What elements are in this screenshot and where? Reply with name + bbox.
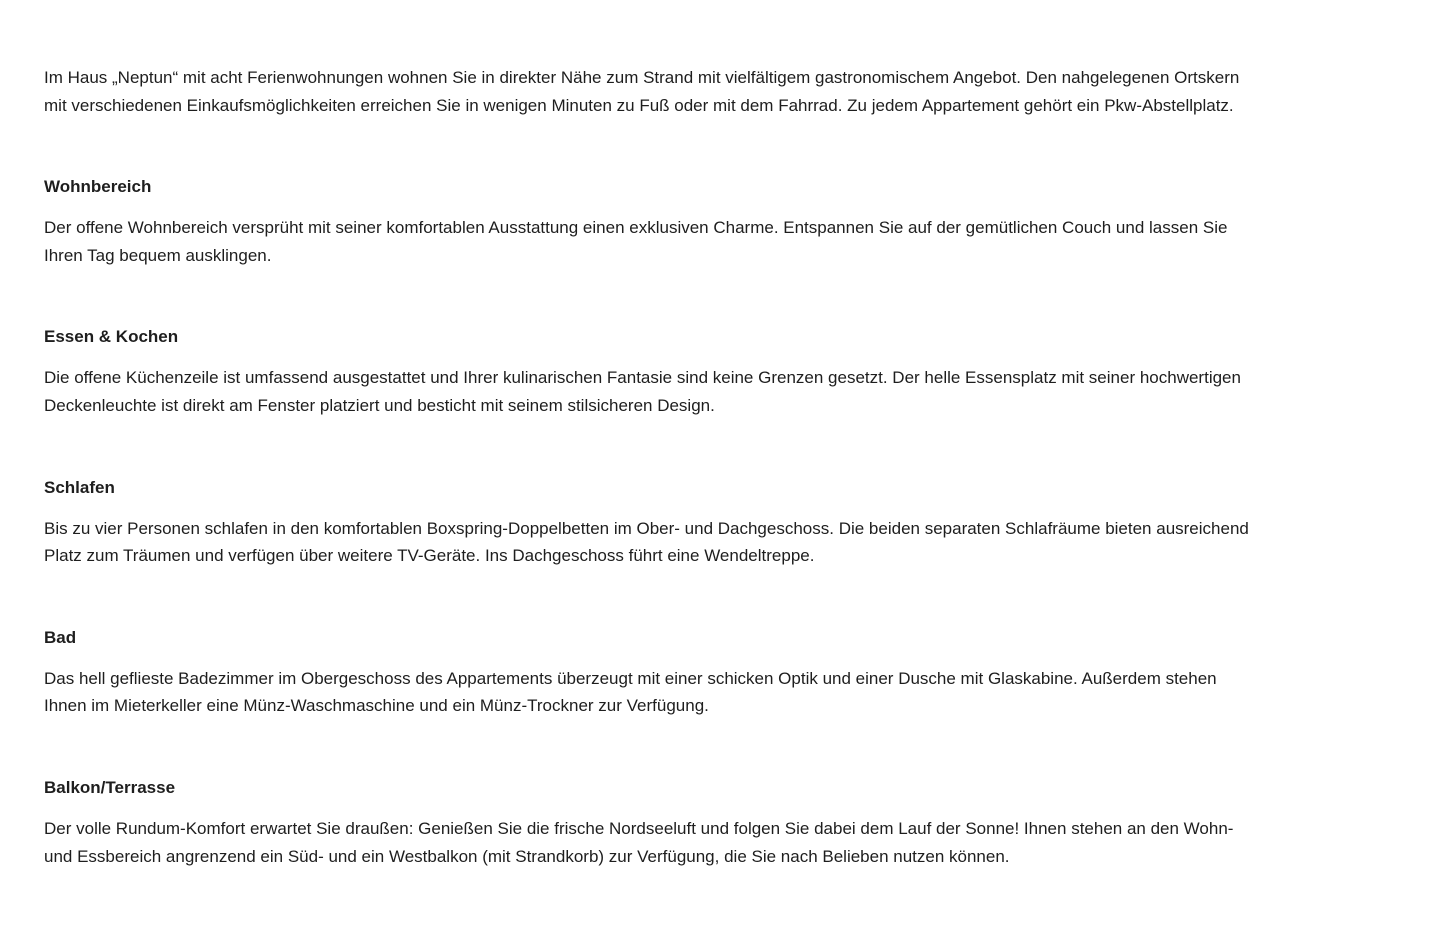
section-heading: Wohnbereich	[44, 177, 152, 196]
section-wohnbereich	[44, 173, 1364, 323]
section-line: Das hell geflieste Badezimmer im Obergeschoss des Appartements überzeugt mit einer schicken Optik und einer Dusche mit Glaskabine. Außerdem stehen	[44, 668, 1217, 688]
section-line: Der offene Wohnbereich versprüht mit seiner komfortablen Ausstattung einen exklusiven Charme. Entspannen Sie auf der gemütlichen Couch und lassen Sie	[44, 218, 1228, 237]
section-line: und Essbereich angrenzend ein Süd- und ein Westbalkon (mit Strandkorb) zur Verfügung, die Sie nach Belieben nutzen können.	[44, 846, 1010, 866]
section-heading: Bad	[44, 627, 77, 647]
section-line: Platz zum Träumen und verfügen über weitere TV-Geräte. Ins Dachgeschoss führt eine Wendeltreppe.	[44, 546, 815, 566]
section-line: Ihnen im Mieterkeller eine Münz-Waschmaschine und ein Münz-Trockner zur Verfügung.	[44, 696, 709, 716]
intro-paragraph	[44, 64, 1364, 119]
section-heading: Balkon/Terrasse	[44, 778, 176, 798]
section-heading: Schlafen	[44, 477, 115, 497]
section-line: Bis zu vier Personen schlafen in den komfortablen Boxspring-Doppelbetten im Ober- und Dachgeschoss. Die beiden separaten Schlafräume bieten ausreichend	[44, 518, 1249, 538]
section-bad	[44, 624, 1364, 774]
section-heading: Essen & Kochen	[44, 327, 179, 347]
intro-line: mit verschiedenen Einkaufsmöglichkeiten erreichen Sie in wenigen Minuten zu Fuß oder mit dem Fahrrad. Zu jedem Appartement gehört ein Pkw-Abstellplatz.	[44, 95, 1234, 115]
section-line: Deckenleuchte ist direkt am Fenster platziert und besticht mit seinem stilsicheren Design.	[44, 395, 715, 415]
document-body	[44, 64, 1364, 924]
section-line: Der volle Rundum-Komfort erwartet Sie draußen: Genießen Sie die frische Nordseeluft und folgen Sie dabei dem Lauf der Sonne! Ihnen stehen an den Wohn-	[44, 819, 1234, 839]
intro-line: Im Haus „Neptun“ mit acht Ferienwohnungen wohnen Sie in direkter Nähe zum Strand mit vielfältigem gastronomischem Angebot. Den nahgelegenen Ortskern	[44, 68, 1240, 87]
section-line: Ihren Tag bequem ausklingen.	[44, 245, 272, 265]
section-schlafen	[44, 474, 1364, 624]
section-line: Die offene Küchenzeile ist umfassend ausgestattet und Ihrer kulinarischen Fantasie sind keine Grenzen gesetzt. Der helle Essensplatz mit seiner hochwertigen	[44, 368, 1241, 388]
section-essen-kochen	[44, 323, 1364, 473]
section-balkon-terrasse	[44, 774, 1364, 924]
